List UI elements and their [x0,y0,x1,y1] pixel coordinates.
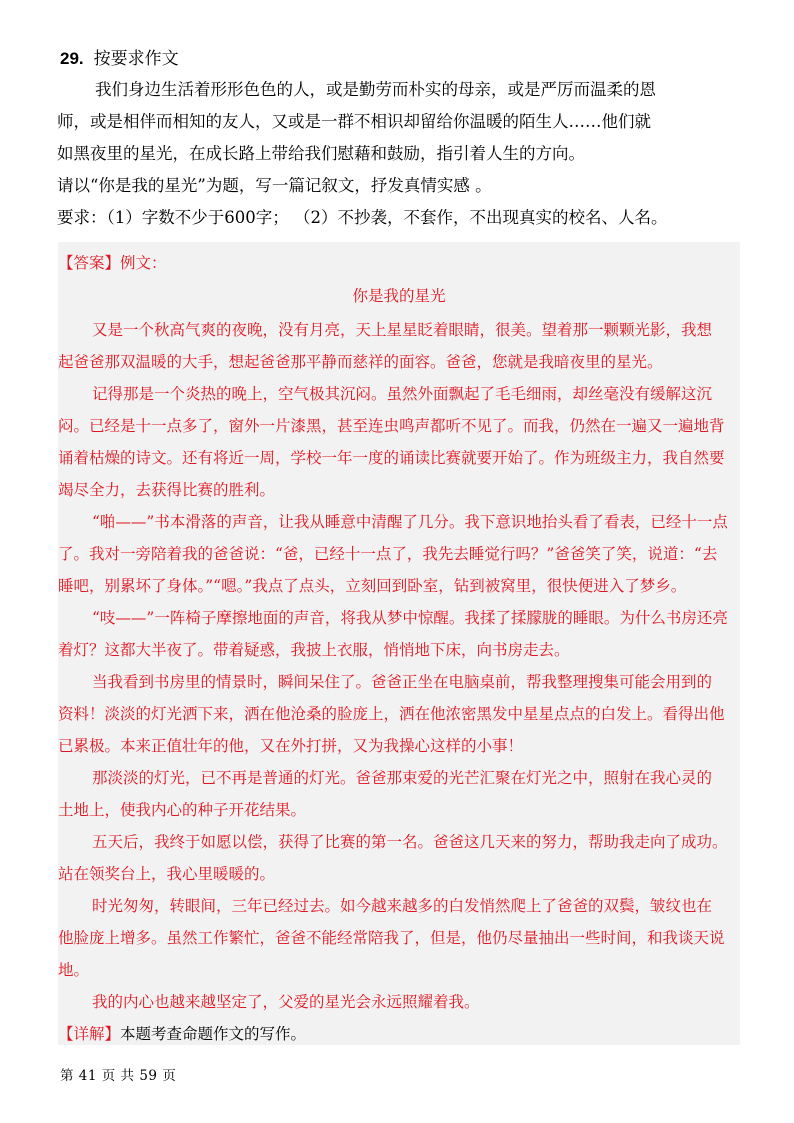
essay-line: 竭尽全力，去获得比赛的胜利。 [58,481,276,499]
essay-line: 当我看到书房里的情景时，瞬间呆住了。爸爸正坐在电脑桌前，帮我整理搜集可能会用到的 [92,673,713,691]
answer-tag-suffix: 例文： [120,254,167,272]
essay-line: 着灯？这都大半夜了。带着疑惑，我披上衣服，悄悄地下床，向书房走去。 [58,641,570,659]
question-title: 按要求作文 [93,49,179,69]
answer-tag: 【答案】 [58,254,121,272]
essay-line: 已累极。本来正值壮年的他，又在外打拼，又为我操心这样的小事！ [58,737,524,755]
prompt-line: 如黑夜里的星光，在成长路上带给我们慰藉和鼓励，指引着人生的方向。 [57,144,585,163]
essay-title: 你是我的星光 [352,287,446,305]
essay-line: “吱——”一阵椅子摩擦地面的声音，将我从梦中惊醒。我揉了揉朦胧的睡眼。为什么书房还亮 [92,609,728,627]
essay-line: 我的内心也越来越坚定了，父爱的星光会永远照耀着我。 [92,993,480,1011]
essay-line: 五天后，我终于如愿以偿，获得了比赛的第一名。爸爸这几天来的努力，帮助我走向了成功。 [92,833,728,851]
essay-body [58,314,740,1018]
essay-line: 资料！淡淡的灯光洒下来，洒在他沧桑的脸庞上，洒在他浓密黑发中星星点点的白发上。看得出他 [58,705,725,723]
detail-text: 本题考查命题作文的写作。 [120,1025,307,1043]
essay-line: 又是一个秋高气爽的夜晚，没有月亮，天上星星眨着眼睛，很美。望着那一颗颗光影，我想 [92,321,713,339]
essay-line: 他脸庞上增多。虽然工作繁忙，爸爸不能经常陪我了，但是，他仍尽量抽出一些时间，和我谈天说 [58,929,725,947]
essay-line: 土地上，使我内心的种子开花结果。 [58,801,307,819]
page-footer: 第 41 页 共 59 页 [60,1068,177,1084]
essay-line: 地。 [58,961,90,979]
essay-line: 记得那是一个炎热的晚上，空气极其沉闷。虽然外面飘起了毛毛细雨，却丝毫没有缓解这沉 [92,385,713,403]
task-requirements: 要求：（1）字数不少于600字； （2）不抄袭，不套作，不出现真实的校名、人名。 [57,208,668,227]
prompt-line: 师，或是相伴而相知的友人，又或是一群不相识却留给你温暖的陌生人……他们就 [57,112,651,131]
question-number: 29. [60,49,84,68]
question-prompt [57,74,747,234]
essay-line: 起爸爸那双温暖的大手，想起爸爸那平静而慈祥的面容。爸爸，您就是我暗夜里的星光。 [58,353,663,371]
essay-line: 时光匆匆，转眼间，三年已经过去。如今越来越多的白发悄然爬上了爸爸的双鬓，皱纹也在 [92,897,713,915]
question-heading [60,44,179,69]
essay-line: “啪——”书本滑落的声音，让我从睡意中清醒了几分。我下意识地抬头看了看表，已经十一点 [92,513,728,531]
prompt-line: 我们身边生活着形形色色的人，或是勤劳而朴实的母亲，或是严厉而温柔的恩 [95,80,656,99]
detail-tag: 【详解】 [58,1025,121,1043]
essay-line: 站在领奖台上，我心里暖暖的。 [58,865,276,883]
essay-line: 闷。已经是十一点多了，窗外一片漆黑，甚至连虫鸣声都听不见了。而我，仍然在一遍又一遍地背 [58,417,725,435]
task-instruction: 请以“你是我的星光”为题，写一篇记叙文，抒发真情实感 。 [57,176,492,195]
essay-line: 睡吧，别累坏了身体。”“嗯。”我点了点头，立刻回到卧室，钻到被窝里，很快便进入了梦乡。 [58,577,687,595]
essay-line: 了。我对一旁陪着我的爸爸说：“爸，已经十一点了，我先去睡觉行吗？”爸爸笑了笑，说道：“去 [58,545,718,563]
answer-section [58,248,740,1050]
essay-line: 那淡淡的灯光，已不再是普通的灯光。爸爸那束爱的光芒汇聚在灯光之中，照射在我心灵的 [92,769,713,787]
essay-line: 诵着枯燥的诗文。还有将近一周，学校一年一度的诵读比赛就要开始了。作为班级主力，我自然要 [58,449,725,467]
